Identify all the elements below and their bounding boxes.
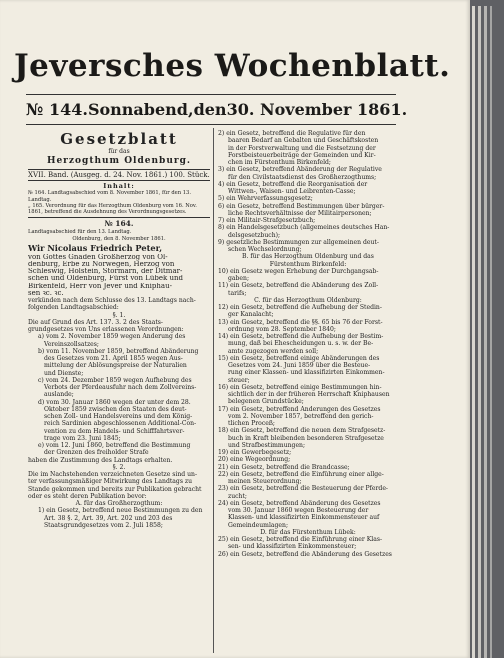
right-body-text	[218, 130, 398, 558]
inhalt-line: № 164. Landtagsabschied vom 8. November 1861, für den 13.	[28, 190, 191, 197]
page-edge	[490, 6, 492, 658]
right-lines-line: zucht;	[228, 492, 247, 500]
issue-weekday: Sonnabend,	[87, 100, 194, 119]
right-lines-line: und Strafbestimmungen;	[228, 441, 306, 449]
right-lines-line: 8) ein Handelsgesetzbuch (allgemeines deutsches Han-	[218, 224, 390, 232]
left-lines-line: schen Zoll- und Handelsvereins und dem König-	[44, 413, 193, 421]
left-lines-line: a) vom 2. November 1859 wegen Änderung des	[38, 333, 186, 341]
left-lines-line: vention zu dem Handels- und Schifffahrtsver-	[44, 427, 185, 435]
right-lines-line: 23) ein Gesetz, betreffend die Besteuerung der Pferde-	[218, 485, 388, 493]
left-lines-line: des Gesetzes vom 21. April 1855 wegen Aus-	[44, 355, 183, 363]
right-lines-line: 9) gesetzliche Bestimmungen zur allgemeinen deut-	[218, 238, 379, 246]
page-edge	[484, 6, 487, 658]
left-lines-line: d) vom 30. Januar 1860 wegen der unter dem 28.	[38, 398, 191, 406]
left-lines-line: Verbots der Pferdeausfuhr nach dem Zollvereins-	[44, 384, 197, 392]
right-lines-line: 25) ein Gesetz, betreffend die Einführung einer Klas-	[218, 536, 383, 543]
issue-date: 30. November 1861.	[226, 100, 408, 119]
right-lines-line: delsgesetzbuch);	[228, 231, 281, 239]
left-lines-line: mittelung der Ablösungspreise der Naturalien	[44, 362, 187, 370]
right-lines-line: 17) ein Gesetz, betreffend Änderungen des Gesetzes	[218, 405, 381, 413]
right-lines-line: Gesetzes vom 24. Juni 1859 über die Besteue-	[228, 362, 371, 369]
right-lines-line: D. für das Fürstenthum Lübek:	[260, 528, 356, 536]
right-lines-line: Gemeindeumlagen;	[228, 521, 289, 529]
right-lines-line: rung einer Klassen- und klassifizirten Einkommen-	[228, 369, 385, 377]
preamble-line: von Gottes Gnaden Großherzog von Ol-	[28, 253, 168, 261]
left-lines-line: reich Sardinien abgeschlossenen Additional-Con-	[44, 420, 197, 428]
right-lines-line: meinen Steuerordnung;	[228, 478, 302, 485]
right-lines-line: amte zugezogen werden soll;	[228, 347, 319, 355]
right-lines-line: vom 2. November 1857, betreffend den gerich-	[228, 412, 374, 420]
left-lines-line: auslande;	[44, 391, 74, 399]
page-edge	[472, 6, 475, 658]
preamble-line: denburg, Erbe zu Norwegen, Herzog von	[28, 260, 175, 268]
preamble-line: Birkenfeld, Herr von Jever und Kniphau-	[28, 282, 172, 290]
right-lines-line: gaben;	[228, 275, 250, 282]
preamble-line: sen ꝛc. ꝛc.	[28, 289, 64, 297]
right-lines-line: liche Rechtsverhältnisse der Militairpersonen;	[228, 209, 372, 217]
left-lines-line: grundgesetzes von Uns erlassenen Verordnungen:	[28, 326, 184, 334]
gesetzblatt-land: Herzogthum Oldenburg.	[46, 156, 192, 166]
column-divider	[213, 128, 214, 653]
left-lines-line: trage vom 23. Juni 1845;	[44, 434, 121, 442]
inhalt-line: „ 165. Verordnung für das Herzogthum Oldenburg vom 16. Nov.	[28, 202, 197, 209]
right-lines-line: 2) ein Gesetz, betreffend die Regulative für den	[218, 130, 366, 137]
right-lines-line: Forstbeisteuerbeiträge der Gemeinden und Kir-	[228, 151, 376, 159]
right-lines-line: C. für das Herzogthum Oldenburg:	[254, 296, 362, 304]
left-lines-line: A. für das Großherzogthum:	[75, 500, 163, 508]
left-lines-line: ter verfassungsmäßiger Mitwirkung des Landtags zu	[28, 478, 193, 486]
right-lines-line: 3) ein Gesetz, betreffend Abänderung der Regulative	[218, 166, 382, 174]
right-lines-line: Wittwen-, Waisen- und Leibrenten-Casse;	[228, 188, 356, 195]
right-lines-line: B. für das Herzogthum Oldenburg und das	[242, 253, 374, 261]
right-lines-line: 26) ein Gesetz, betreffend die Abänderung des Gesetzes	[218, 550, 392, 558]
left-lines-line: verkünden nach dem Schlusse des 13. Landtags nach-	[28, 297, 196, 305]
abschied-place-date: Oldenburg, den 8. November 1861.	[72, 235, 166, 242]
gesetzblatt-fuer: für das	[108, 148, 130, 155]
left-lines-line: Staatsgrundgesetzes vom 2. Juli 1858;	[44, 521, 163, 529]
gesetzblatt-title: Gesetzblatt	[60, 130, 178, 148]
right-lines-line: mung, daß bei Ehescheidungen u. s. w. der Be-	[228, 340, 374, 348]
right-lines-line: chen im Fürstenthum Birkenfeld;	[228, 159, 331, 166]
inhalt-line: Landtag.	[28, 196, 52, 203]
header-rule-top	[26, 94, 396, 95]
abschied-title: Landtagsabschied für den 13. Landtag.	[28, 229, 132, 236]
page-edge	[478, 6, 481, 658]
left-lines-line: oder es steht deren Publikation bevor:	[28, 492, 147, 500]
left-body-text	[28, 297, 210, 529]
left-lines-line: der Grenzen des freiholder Strafe	[44, 449, 149, 457]
right-column	[218, 130, 398, 558]
left-lines-line: 1) ein Gesetz, betreffend neue Bestimmungen zu den	[38, 507, 203, 515]
left-lines-line: Die im Nachstehenden verzeichneten Gesetze sind un-	[28, 471, 198, 479]
right-lines-line: sen- und klassifizirten Einkommensteuer;	[228, 543, 357, 551]
left-lines-line: Vereinszollsatzes;	[44, 340, 99, 348]
left-lines-line: folgenden Landtagsabschied:	[28, 304, 119, 312]
left-lines-line: §. 2.	[112, 463, 126, 471]
gesetzblatt-volume: XVII. Band. (Ausgeg. d. 24. Nov. 1861.) 100. Stück.	[28, 171, 210, 179]
right-lines-line: 12) ein Gesetz, betreffend die Aufhebung der Stedin-	[218, 304, 382, 311]
left-lines-line: haben die Zustimmung des Landtags erhalten.	[28, 456, 173, 464]
left-column	[28, 130, 210, 529]
right-lines-line: baaren Bedarf an Gebalten und Geschäftskosten	[228, 137, 379, 145]
left-lines-line: §. 1.	[112, 311, 126, 319]
right-lines-line: 4) ein Gesetz, betreffend die Reorganisation der	[218, 180, 368, 188]
right-lines-line: 20) eine Wegeordnung;	[218, 456, 291, 464]
right-lines-line: 7) ein Militair-Strafgesetzbuch;	[218, 217, 316, 224]
inhalt-heading: Inhalt:	[103, 183, 135, 190]
right-lines-line: vom 30. Januar 1860 wegen Besteuerung der	[228, 507, 369, 514]
left-lines-line: Art. 38 §. 2, Art. 39, Art. 202 und 203 des	[44, 514, 173, 522]
issue-line	[26, 100, 408, 119]
issue-date-word: den	[193, 100, 227, 119]
inhalt-list	[28, 190, 210, 215]
right-lines-line: 18) ein Gesetz, betreffend die neuen dem Strafgesetz-	[218, 427, 386, 435]
right-lines-line: tlichen Proceß;	[228, 420, 275, 427]
right-lines-line: 14) ein Gesetz, betreffend die Aufhebung der Bestim-	[218, 333, 384, 340]
right-lines-line: buch in Kraft bleibenden besonderen Strafgesetze	[228, 434, 384, 442]
preamble-line: Wir Nicolaus Friedrich Peter,	[28, 244, 163, 254]
preamble-line: Schleswig, Holstein, Stormarn, der Ditmar-	[28, 268, 183, 276]
right-lines-line: tarifs;	[228, 289, 247, 297]
right-lines-line: ger Kanalacht;	[228, 311, 274, 319]
right-lines-line: steuer;	[228, 376, 250, 384]
right-lines-line: 22) ein Gesetz, betreffend die Einführung einer allge-	[218, 470, 384, 478]
left-lines-line: e) vom 12. Juni 1860, betreffend die Bestimmung	[38, 442, 191, 450]
preamble	[28, 244, 210, 297]
right-lines-line: 15) ein Gesetz, betreffend einige Abänderungen des	[218, 354, 380, 362]
right-lines-line: ordnung vom 28. September 1840;	[228, 325, 336, 333]
issue-number: № 144.	[26, 100, 88, 119]
right-lines-line: in der Forstverwaltung und die Festsetzung der	[228, 144, 376, 152]
right-lines-line: Klassen- und klassifizirten Einkommensteuer auf	[228, 514, 380, 522]
right-lines-line: sichtlich der in der früheren Herrschaft Kniphausen	[228, 391, 390, 398]
right-lines-line: 19) ein Gewerbegesetz;	[218, 449, 292, 456]
left-lines-line: Stande gekommen und bereits zur Publikation gebracht	[28, 485, 202, 493]
left-lines-line: Oktober 1859 zwischen den Staaten des deut-	[44, 405, 187, 413]
right-lines-line: für den Civilstaatsdienst des Großherzogthums;	[228, 173, 377, 181]
preamble-line: schen und Oldenburg, Fürst von Lübek und	[28, 275, 183, 283]
right-lines-line: 11) ein Gesetz, betreffend die Abänderung des Zoll-	[218, 282, 379, 290]
right-lines-line: schen Wechselordnung;	[228, 246, 302, 253]
inhalt-line: 1861, betreffend die Ausdehnung des Verordnungsgesetzes.	[28, 209, 187, 216]
right-lines-line: 16) ein Gesetz, betreffend einige Bestimmungen hin-	[218, 383, 382, 391]
law-number: № 164.	[28, 217, 210, 229]
left-lines-line: b) vom 11. November 1859, betreffend Abänderung	[38, 347, 199, 355]
right-lines-line: 13) ein Gesetz, betreffend die §§. 65 bis 76 der Forst-	[218, 318, 383, 326]
right-lines-line: 21) ein Gesetz, betreffend die Brandcasse;	[218, 463, 350, 471]
right-lines-line: belegenen Grundstücke;	[228, 398, 304, 406]
left-lines-line: Die auf Grund des Art. 137. 3. 2 des Staats-	[28, 318, 163, 326]
left-lines-line: c) vom 24. Dezember 1859 wegen Aufhebung des	[38, 376, 192, 384]
masthead-title: Jeversches Wochenblatt.	[14, 48, 451, 84]
right-lines-line: 6) ein Gesetz, betreffend Bestimmungen über bürger-	[218, 202, 385, 210]
right-lines-line: 24) ein Gesetz, betreffend Abänderung des Gesetzes	[218, 499, 381, 507]
left-lines-line: und Dienste;	[44, 369, 84, 377]
right-lines-line: 10) ein Gesetz wegen Erhebung der Durchgangsab-	[218, 267, 379, 275]
right-lines-line: Fürstenthum Birkenfeld:	[269, 260, 347, 268]
right-lines-line: 5) ein Wehrverfassungsgesetz;	[218, 195, 313, 203]
header-rule-bottom	[26, 124, 396, 125]
